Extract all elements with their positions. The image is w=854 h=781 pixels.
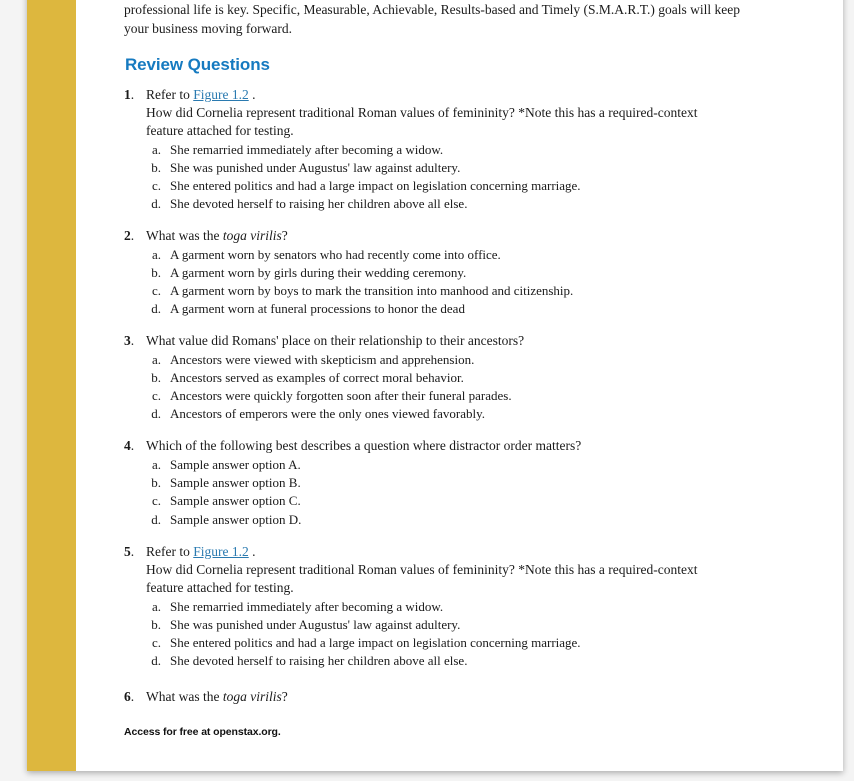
answer-options-3	[142, 351, 749, 423]
stem-suffix-6: ?	[281, 688, 288, 704]
question-stem-line1-1: How did Cornelia represent traditional Roman values of femininity? *Note this has a required-context	[146, 105, 698, 120]
answer-option[interactable]	[142, 369, 749, 387]
option-text: She entered politics and had a large impact on legislation concerning marriage.	[170, 178, 581, 193]
answer-option[interactable]	[142, 652, 749, 670]
option-text: She remarried immediately after becoming a widow.	[170, 142, 444, 157]
stem-prefix-6: What was the	[146, 688, 223, 704]
option-text: Ancestors served as examples of correct moral behavior.	[170, 370, 464, 385]
question-item-2	[124, 227, 749, 318]
answer-option[interactable]	[142, 511, 749, 529]
stem-italic-6: toga virilis	[222, 688, 282, 704]
option-letter: a.	[151, 142, 161, 157]
option-text: She was punished under Augustus' law against adultery.	[170, 616, 461, 632]
option-letter: d.	[151, 652, 161, 668]
figure-link-5[interactable]: Figure 1.2	[193, 543, 249, 559]
question-stem-2	[142, 227, 749, 245]
stem-italic-2: toga virilis	[222, 228, 282, 243]
option-text: A garment worn by boys to mark the transition into manhood and citizenship.	[170, 283, 574, 298]
option-text: Sample answer option B.	[170, 475, 301, 491]
question-number-6: 6.	[124, 688, 135, 704]
option-text: She remarried immediately after becoming a widow.	[170, 598, 444, 614]
option-letter: d.	[151, 406, 161, 421]
page-title: Review Questions	[125, 55, 270, 74]
option-text: She was punished under Augustus' law against adultery.	[170, 160, 461, 175]
option-text: Ancestors of emperors were the only ones viewed favorably.	[170, 406, 486, 421]
answer-option[interactable]	[142, 351, 749, 369]
option-letter: a.	[151, 247, 161, 262]
stem-prefix-2: What was the	[146, 228, 223, 243]
option-letter: c.	[151, 634, 161, 650]
question-number-3: 3.	[124, 333, 135, 348]
option-letter: a.	[151, 598, 161, 614]
option-letter: c.	[151, 178, 161, 193]
option-letter: a.	[151, 352, 161, 367]
answer-options-2	[142, 246, 749, 318]
option-letter: b.	[151, 265, 161, 280]
question-item-3	[124, 332, 749, 423]
answer-option[interactable]	[142, 492, 749, 510]
answer-option[interactable]	[142, 264, 749, 282]
option-text: Sample answer option D.	[170, 511, 302, 527]
refer-suffix-5: .	[252, 543, 256, 559]
answer-options-4	[142, 456, 749, 529]
option-text: A garment worn at funeral processions to honor the dead	[170, 301, 465, 316]
question-number-4: 4.	[124, 438, 135, 453]
question-stem-line1-5: How did Cornelia represent traditional Roman values of femininity? *Note this has a required-context	[146, 561, 698, 577]
page-accent-bar	[27, 0, 76, 771]
answer-option[interactable]	[142, 246, 749, 264]
question-stem-6	[142, 688, 749, 706]
option-text: A garment worn by senators who had recently come into office.	[170, 247, 501, 262]
question-stem-3: What value did Romans' place on their relationship to their ancestors?	[146, 333, 525, 348]
option-text: She entered politics and had a large impact on legislation concerning marriage.	[170, 634, 581, 650]
page-footer: Access for free at openstax.org.	[124, 726, 281, 738]
option-text: Sample answer option C.	[170, 493, 301, 509]
question-stem-4: Which of the following best describes a question where distractor order matters?	[146, 438, 582, 453]
stem-suffix-2: ?	[281, 228, 288, 243]
answer-option[interactable]	[142, 282, 749, 300]
review-questions-list	[124, 86, 749, 706]
option-letter: d.	[151, 301, 161, 316]
answer-option[interactable]	[142, 177, 749, 195]
option-letter: d.	[151, 511, 161, 527]
refer-prefix-5: Refer to	[146, 543, 190, 559]
question-stem-5	[142, 543, 749, 597]
answer-option[interactable]	[142, 159, 749, 177]
page-content	[124, 0, 749, 706]
question-item-6	[124, 688, 749, 706]
document-page	[27, 0, 843, 771]
answer-option[interactable]	[142, 141, 749, 159]
question-stem-line2-5: feature attached for testing.	[146, 579, 294, 595]
option-letter: b.	[151, 160, 161, 175]
question-number-1: 1.	[124, 87, 135, 102]
question-number-2: 2.	[124, 228, 135, 243]
intro-paragraph: professional life is key. Specific, Measurable, Achievable, Results-based and Timely (S.M.A.R.T.) goals will keep your business moving forward.	[124, 2, 741, 36]
question-item-1	[124, 86, 749, 213]
answer-options-5	[142, 598, 749, 670]
option-text: Sample answer option A.	[170, 457, 301, 472]
answer-option[interactable]	[142, 616, 749, 634]
option-text: She devoted herself to raising her children above all else.	[170, 652, 468, 668]
answer-option[interactable]	[142, 405, 749, 423]
option-letter: c.	[151, 493, 161, 509]
option-text: Ancestors were viewed with skepticism and apprehension.	[170, 352, 475, 367]
question-number-5: 5.	[124, 543, 135, 559]
answer-option[interactable]	[142, 598, 749, 616]
question-item-5	[124, 543, 749, 670]
answer-option[interactable]	[142, 456, 749, 474]
option-letter: b.	[151, 616, 161, 632]
answer-option[interactable]	[142, 387, 749, 405]
answer-option[interactable]	[142, 195, 749, 213]
option-text: A garment worn by girls during their wedding ceremony.	[170, 265, 467, 280]
answer-options-1	[142, 141, 749, 213]
option-letter: d.	[151, 196, 161, 211]
option-text: She devoted herself to raising her children above all else.	[170, 196, 468, 211]
option-letter: c.	[151, 283, 161, 298]
question-item-4	[124, 437, 749, 529]
figure-link-1[interactable]: Figure 1.2	[193, 87, 249, 102]
refer-prefix-1: Refer to	[146, 87, 190, 102]
option-letter: a.	[151, 457, 161, 472]
question-stem-line2-1: feature attached for testing.	[146, 123, 294, 138]
answer-option[interactable]	[142, 300, 749, 318]
option-text: Ancestors were quickly forgotten soon after their funeral parades.	[170, 388, 512, 403]
answer-option[interactable]	[142, 634, 749, 652]
option-letter: c.	[151, 388, 161, 403]
question-stem-1	[142, 86, 749, 140]
option-letter: b.	[151, 475, 161, 491]
option-letter: b.	[151, 370, 161, 385]
answer-option[interactable]	[142, 474, 749, 492]
refer-suffix-1: .	[252, 87, 256, 102]
